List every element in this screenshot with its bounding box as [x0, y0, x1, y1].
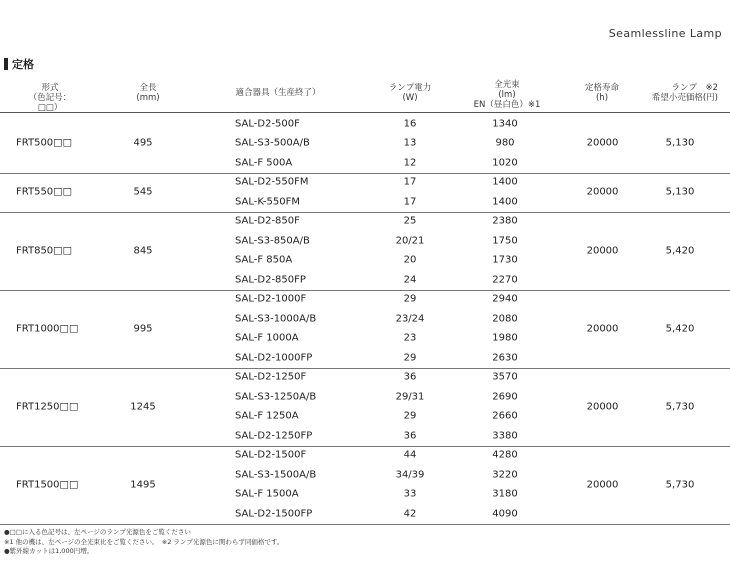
power-cell: 13	[403, 137, 417, 149]
power-cell: 29	[403, 293, 417, 305]
section-title	[4, 56, 34, 72]
header-price-line2: 希望小売価格(円)	[651, 93, 718, 103]
flux-cell: 4090	[492, 508, 518, 520]
flux-cell: 4280	[492, 449, 518, 461]
power-cell: 44	[403, 449, 417, 461]
length-cell: 545	[133, 186, 153, 198]
fixture-cell: SAL-S3-1250A/B	[235, 391, 317, 403]
fixture-cell: SAL-K-550FM	[235, 196, 300, 208]
header-model-line1: 形式	[41, 83, 59, 93]
price-cell: 5,420	[665, 323, 695, 334]
power-cell: 36	[403, 371, 417, 383]
fixture-cell: SAL-D2-1000F	[235, 293, 307, 305]
model-cell: FRT1000□□	[16, 323, 79, 334]
fixture-rows	[195, 173, 535, 212]
table-row	[195, 485, 535, 505]
flux-cell: 2660	[492, 410, 518, 422]
length-cell: 495	[133, 137, 153, 149]
power-cell: 20/21	[395, 235, 425, 247]
length-cell: 1245	[130, 401, 156, 412]
header-length-line2: (mm)	[136, 93, 160, 103]
power-cell: 12	[403, 157, 417, 169]
flux-cell: 1980	[492, 332, 518, 344]
fixture-cell: SAL-S3-500A/B	[235, 137, 310, 149]
fixture-cell: SAL-D2-850FP	[235, 274, 306, 286]
table-group	[0, 173, 730, 213]
table-row	[195, 231, 535, 251]
header-price	[636, 83, 718, 103]
table-group	[0, 212, 730, 291]
flux-cell: 1020	[492, 157, 518, 169]
power-cell: 24	[403, 274, 417, 286]
header-life-line1: 定格寿命	[584, 83, 619, 93]
table-row	[195, 407, 535, 427]
power-cell: 29	[403, 410, 417, 422]
price-cell: 5,130	[665, 186, 695, 198]
price-cell: 5,130	[665, 137, 695, 149]
table-row	[195, 212, 535, 232]
flux-cell: 2690	[492, 391, 518, 403]
section-title-text: 定格	[12, 58, 34, 71]
length-cell: 995	[133, 323, 153, 334]
life-cell: 20000	[586, 323, 619, 334]
flux-cell: 1750	[492, 235, 518, 247]
table-group	[0, 368, 730, 447]
table-group	[0, 114, 730, 174]
fixture-cell: SAL-F 500A	[235, 157, 293, 169]
flux-cell: 3570	[492, 371, 518, 383]
price-cell: 5,420	[665, 245, 695, 256]
flux-cell: 1400	[492, 196, 518, 208]
fixture-cell: SAL-F 1000A	[235, 332, 299, 344]
header-length-line1: 全長	[139, 83, 157, 93]
header-fixture	[228, 88, 328, 98]
fixture-cell: SAL-D2-1250FP	[235, 430, 313, 442]
life-cell: 20000	[586, 479, 619, 490]
table-row	[195, 348, 535, 368]
flux-cell: 2080	[492, 313, 518, 325]
power-cell: 34/39	[395, 469, 425, 481]
header-price-line1: ランプ ※2	[671, 83, 718, 93]
fixture-cell: SAL-F 850A	[235, 254, 293, 266]
table-row	[195, 309, 535, 329]
fixture-cell: SAL-S3-1500A/B	[235, 469, 317, 481]
fixture-cell: SAL-D2-1250F	[235, 371, 307, 383]
model-cell: FRT850□□	[16, 245, 73, 256]
fixture-cell: SAL-D2-1000FP	[235, 352, 313, 364]
header-life	[572, 83, 632, 103]
model-cell: FRT1500□□	[16, 479, 79, 490]
footnote: ※1 他の機は、左ページの全光束比をご覧ください。 ※2 ランプ光源色に関わらず同価格です。	[4, 537, 284, 546]
fixture-rows	[195, 290, 535, 368]
fixture-cell: SAL-F 1250A	[235, 410, 299, 422]
price-cell: 5,730	[665, 401, 695, 412]
model-cell: FRT1250□□	[16, 401, 79, 412]
flux-cell: 3220	[492, 469, 518, 481]
price-cell: 5,730	[665, 479, 695, 490]
footnotes	[4, 528, 283, 557]
power-cell: 23/24	[395, 313, 425, 325]
footnote: ●□□に入る色記号は、左ページのランプ光源色をご覧ください	[4, 528, 191, 536]
fixture-cell: SAL-D2-1500F	[235, 449, 307, 461]
flux-cell: 3380	[492, 430, 518, 442]
fixture-rows	[195, 446, 535, 524]
length-cell: 845	[133, 245, 153, 256]
table-row	[195, 329, 535, 349]
fixture-rows	[195, 114, 535, 173]
model-cell: FRT550□□	[16, 186, 73, 198]
header-flux	[467, 80, 547, 110]
fixture-rows	[195, 212, 535, 290]
fixture-cell: SAL-F 1500A	[235, 488, 299, 500]
table-row	[195, 251, 535, 271]
flux-cell: 1340	[492, 118, 518, 130]
header-power-line1: ランプ電力	[388, 83, 432, 93]
header-life-line2: (h)	[595, 93, 609, 103]
flux-cell: 980	[495, 137, 515, 149]
fixture-cell: SAL-D2-1500FP	[235, 508, 313, 520]
header-model-line2: （色記号：□□）	[28, 93, 72, 113]
table-row	[195, 270, 535, 290]
brand-title: Seamlessline Lamp	[608, 27, 722, 40]
flux-cell: 1730	[492, 254, 518, 266]
header-power-line2: (W)	[402, 93, 418, 103]
flux-cell: 2380	[492, 215, 518, 227]
flux-cell: 1400	[492, 176, 518, 188]
flux-cell: 2630	[492, 352, 518, 364]
table-group	[0, 290, 730, 369]
table-row	[195, 290, 535, 310]
fixture-cell: SAL-D2-850F	[235, 215, 300, 227]
table-row	[195, 504, 535, 524]
table-row	[195, 173, 535, 193]
life-cell: 20000	[586, 186, 619, 198]
table-header	[0, 80, 730, 113]
power-cell: 42	[403, 508, 417, 520]
table-row	[195, 114, 535, 134]
power-cell: 29	[403, 352, 417, 364]
life-cell: 20000	[586, 401, 619, 412]
power-cell: 36	[403, 430, 417, 442]
power-cell: 23	[403, 332, 417, 344]
power-cell: 29/31	[395, 391, 425, 403]
fixture-cell: SAL-S3-1000A/B	[235, 313, 317, 325]
life-cell: 20000	[586, 137, 619, 149]
flux-cell: 3180	[492, 488, 518, 500]
header-power	[380, 83, 440, 103]
flux-cell: 2270	[492, 274, 518, 286]
fixture-cell: SAL-D2-550FM	[235, 176, 309, 188]
header-flux-line2: (lm)	[498, 90, 516, 100]
fixture-cell: SAL-S3-850A/B	[235, 235, 310, 247]
table-group	[0, 446, 730, 525]
power-cell: 33	[403, 488, 417, 500]
footnote: ●紫外線カットは1,000円増。	[4, 547, 94, 555]
flux-cell: 2940	[492, 293, 518, 305]
power-cell: 16	[403, 118, 417, 130]
header-length	[118, 83, 178, 103]
table-row	[195, 192, 535, 212]
life-cell: 20000	[586, 245, 619, 256]
table-row	[195, 134, 535, 154]
fixture-rows	[195, 368, 535, 446]
table-row	[195, 446, 535, 466]
fixture-cell: SAL-D2-500F	[235, 118, 300, 130]
header-flux-line3: EN（昼白色）※1	[473, 100, 541, 110]
header-model	[20, 83, 80, 113]
header-fixture-line1: 適合器具（生産終了）	[235, 88, 321, 98]
power-cell: 20	[403, 254, 417, 266]
table-row	[195, 387, 535, 407]
power-cell: 25	[403, 215, 417, 227]
table-row	[195, 153, 535, 173]
power-cell: 17	[403, 196, 417, 208]
section-marker	[4, 58, 8, 70]
table-row	[195, 426, 535, 446]
length-cell: 1495	[130, 479, 156, 490]
model-cell: FRT500□□	[16, 137, 73, 149]
table-row	[195, 465, 535, 485]
table-row	[195, 368, 535, 388]
power-cell: 17	[403, 176, 417, 188]
header-flux-line1: 全光束	[494, 80, 520, 90]
